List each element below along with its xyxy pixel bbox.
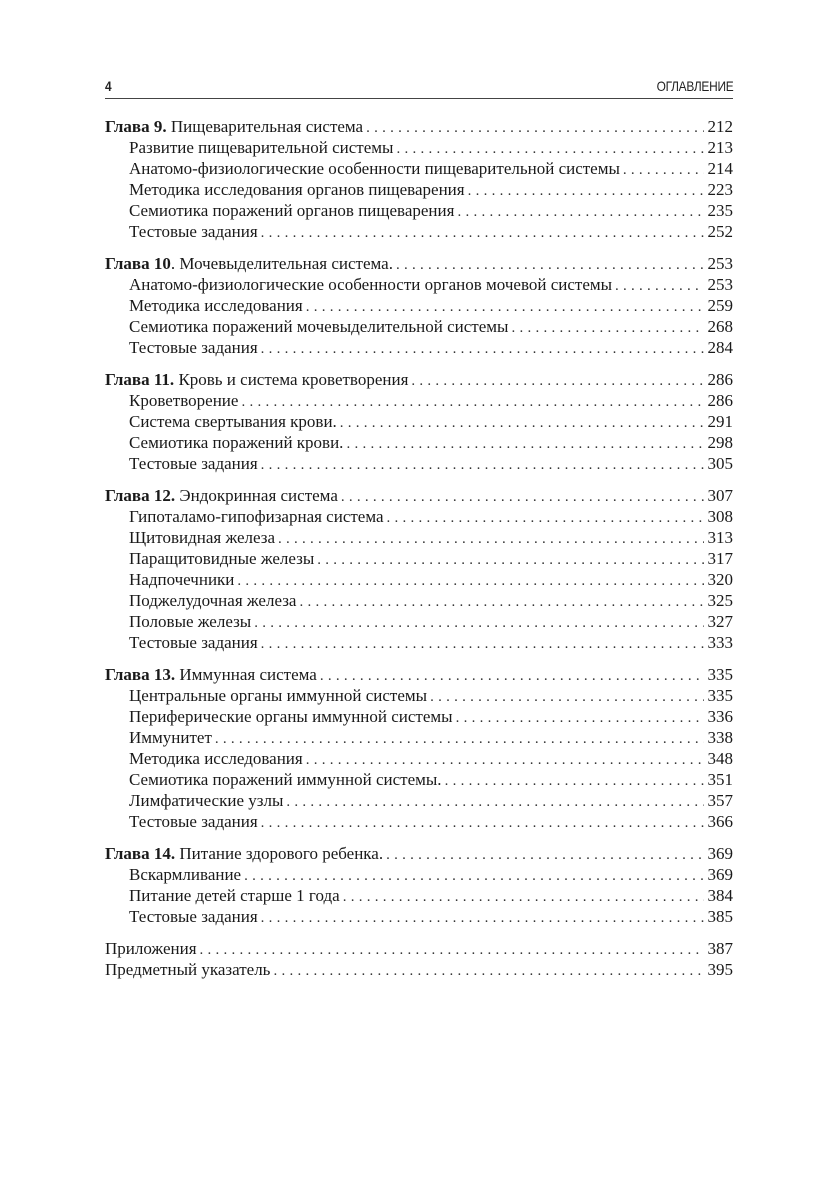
toc-section-entry[interactable] bbox=[105, 432, 733, 453]
page-ref: 384 bbox=[707, 886, 733, 905]
dot-leader bbox=[445, 771, 704, 790]
dot-leader bbox=[254, 613, 703, 632]
backmatter-title: Приложения bbox=[105, 938, 200, 959]
toc-section-entry[interactable] bbox=[105, 179, 733, 200]
page-ref: 387 bbox=[707, 939, 733, 958]
chapter-11 bbox=[105, 369, 733, 474]
dot-leader bbox=[241, 392, 703, 411]
dot-leader bbox=[341, 487, 704, 506]
dot-leader bbox=[343, 887, 704, 906]
section-title: Анатомо-физиологические особенности органов мочевой системы bbox=[129, 274, 615, 295]
toc-section-entry[interactable] bbox=[105, 453, 733, 474]
toc-chapter-entry[interactable] bbox=[105, 253, 733, 274]
toc-section-entry[interactable] bbox=[105, 221, 733, 242]
toc-chapter-entry[interactable] bbox=[105, 664, 733, 685]
dot-leader bbox=[457, 202, 703, 221]
page-ref: 253 bbox=[707, 275, 733, 294]
dot-leader bbox=[261, 339, 704, 358]
section-title: Методика исследования bbox=[129, 748, 306, 769]
section-title: Семиотика поражений органов пищеварения bbox=[129, 200, 457, 221]
toc-section-entry[interactable] bbox=[105, 506, 733, 527]
toc-section-entry[interactable] bbox=[105, 569, 733, 590]
toc-section-entry[interactable] bbox=[105, 158, 733, 179]
dot-leader bbox=[387, 508, 704, 527]
page-ref: 212 bbox=[707, 117, 733, 136]
section-title: Половые железы bbox=[129, 611, 254, 632]
page-ref: 268 bbox=[707, 317, 733, 336]
page-ref: 313 bbox=[707, 528, 733, 547]
page-ref: 253 bbox=[707, 254, 733, 273]
chapter-prefix: Глава 10 bbox=[105, 254, 171, 273]
toc-section-entry[interactable] bbox=[105, 527, 733, 548]
toc-section-entry[interactable] bbox=[105, 727, 733, 748]
chapter-title: . Мочевыделительная система. bbox=[170, 254, 393, 273]
chapter-prefix: Глава 13. bbox=[105, 665, 176, 684]
dot-leader bbox=[386, 845, 703, 864]
dot-leader bbox=[215, 729, 704, 748]
page-ref: 307 bbox=[707, 486, 733, 505]
dot-leader bbox=[273, 961, 703, 980]
section-title: Методика исследования органов пищеварения bbox=[129, 179, 468, 200]
page-ref: 252 bbox=[707, 222, 733, 241]
page-ref: 366 bbox=[707, 812, 733, 831]
section-title: Анатомо-физиологические особенности пищеварительной системы bbox=[129, 158, 623, 179]
toc-section-entry[interactable] bbox=[105, 611, 733, 632]
page-ref: 333 bbox=[707, 633, 733, 652]
chapter-9 bbox=[105, 116, 733, 242]
toc-chapter-entry[interactable] bbox=[105, 116, 733, 137]
dot-leader bbox=[615, 276, 703, 295]
page-ref: 291 bbox=[707, 412, 733, 431]
toc-section-entry[interactable] bbox=[105, 885, 733, 906]
dot-leader bbox=[306, 297, 704, 316]
dot-leader bbox=[456, 708, 704, 727]
page-ref: 325 bbox=[707, 591, 733, 610]
chapter-prefix: Глава 11. bbox=[105, 370, 175, 389]
section-title: Тестовые задания bbox=[129, 906, 261, 927]
dot-leader bbox=[261, 813, 704, 832]
dot-leader bbox=[237, 571, 703, 590]
dot-leader bbox=[200, 940, 704, 959]
running-head-title: ОГЛАВЛЕНИЕ bbox=[656, 78, 733, 94]
page-ref: 357 bbox=[707, 791, 733, 810]
section-title: Семиотика поражений иммунной системы. bbox=[129, 769, 445, 790]
chapter-14 bbox=[105, 843, 733, 927]
section-title: Лимфатические узлы bbox=[129, 790, 286, 811]
dot-leader bbox=[261, 223, 704, 242]
page-ref: 320 bbox=[707, 570, 733, 589]
dot-leader bbox=[317, 550, 703, 569]
toc-section-entry[interactable] bbox=[105, 706, 733, 727]
dot-leader bbox=[346, 434, 703, 453]
backmatter-title: Предметный указатель bbox=[105, 959, 273, 980]
chapter-12 bbox=[105, 485, 733, 653]
page-ref: 308 bbox=[707, 507, 733, 526]
section-title: Тестовые задания bbox=[129, 632, 261, 653]
section-title: Тестовые задания bbox=[129, 453, 261, 474]
section-title: Тестовые задания bbox=[129, 221, 261, 242]
toc-backmatter-entry[interactable] bbox=[105, 938, 733, 959]
toc-section-entry[interactable] bbox=[105, 811, 733, 832]
back-matter bbox=[105, 938, 733, 980]
dot-leader bbox=[320, 666, 704, 685]
page-ref: 336 bbox=[707, 707, 733, 726]
dot-leader bbox=[468, 181, 704, 200]
toc-section-entry[interactable] bbox=[105, 295, 733, 316]
dot-leader bbox=[623, 160, 704, 179]
page-ref: 335 bbox=[707, 665, 733, 684]
toc-section-entry[interactable] bbox=[105, 137, 733, 158]
section-title: Вскармливание bbox=[129, 864, 244, 885]
section-title: Гипоталамо-гипофизарная система bbox=[129, 506, 387, 527]
section-title: Поджелудочная железа bbox=[129, 590, 299, 611]
section-title: Семиотика поражений крови. bbox=[129, 432, 346, 453]
toc-section-entry[interactable] bbox=[105, 685, 733, 706]
chapter-title: Иммунная система bbox=[175, 665, 317, 684]
dot-leader bbox=[411, 371, 703, 390]
toc-section-entry[interactable] bbox=[105, 906, 733, 927]
chapter-title: Питание здорового ребенка. bbox=[175, 844, 384, 863]
section-title: Питание детей старше 1 года bbox=[129, 885, 343, 906]
section-title: Методика исследования bbox=[129, 295, 306, 316]
toc-chapter-entry[interactable] bbox=[105, 485, 733, 506]
dot-leader bbox=[511, 318, 703, 337]
dot-leader bbox=[299, 592, 703, 611]
page-ref: 214 bbox=[707, 159, 733, 178]
section-title: Тестовые задания bbox=[129, 337, 261, 358]
dot-leader bbox=[261, 908, 704, 927]
dot-leader bbox=[286, 792, 703, 811]
section-title: Периферические органы иммунной системы bbox=[129, 706, 456, 727]
page-ref: 213 bbox=[707, 138, 733, 157]
page-ref: 235 bbox=[707, 201, 733, 220]
toc-section-entry[interactable] bbox=[105, 748, 733, 769]
section-title: Щитовидная железа bbox=[129, 527, 278, 548]
section-title: Семиотика поражений мочевыделительной системы bbox=[129, 316, 511, 337]
page-ref: 348 bbox=[707, 749, 733, 768]
chapter-13 bbox=[105, 664, 733, 832]
page-ref: 335 bbox=[707, 686, 733, 705]
page-ref: 317 bbox=[707, 549, 733, 568]
chapter-prefix: Глава 14. bbox=[105, 844, 176, 863]
page-ref: 351 bbox=[707, 770, 733, 789]
toc-section-entry[interactable] bbox=[105, 864, 733, 885]
page-ref: 327 bbox=[707, 612, 733, 631]
page-ref: 284 bbox=[707, 338, 733, 357]
dot-leader bbox=[366, 118, 703, 137]
dot-leader bbox=[278, 529, 703, 548]
section-title: Иммунитет bbox=[129, 727, 215, 748]
dot-leader bbox=[306, 750, 704, 769]
page-ref: 298 bbox=[707, 433, 733, 452]
toc-section-entry[interactable] bbox=[105, 274, 733, 295]
toc-section-entry[interactable] bbox=[105, 632, 733, 653]
page-ref: 259 bbox=[707, 296, 733, 315]
toc-chapter-entry[interactable] bbox=[105, 843, 733, 864]
toc-section-entry[interactable] bbox=[105, 200, 733, 221]
toc-section-entry[interactable] bbox=[105, 590, 733, 611]
toc-backmatter-entry[interactable] bbox=[105, 959, 733, 980]
section-title: Надпочечники bbox=[129, 569, 237, 590]
dot-leader bbox=[261, 455, 704, 474]
toc-chapter-entry[interactable] bbox=[105, 369, 733, 390]
section-title: Паращитовидные железы bbox=[129, 548, 317, 569]
page-ref: 286 bbox=[707, 370, 733, 389]
toc-section-entry[interactable] bbox=[105, 769, 733, 790]
page-ref: 369 bbox=[707, 865, 733, 884]
toc-section-entry[interactable] bbox=[105, 411, 733, 432]
dot-leader bbox=[396, 255, 704, 274]
dot-leader bbox=[244, 866, 703, 885]
page-ref: 223 bbox=[707, 180, 733, 199]
running-head bbox=[105, 76, 733, 98]
chapter-title: Кровь и система кроветворения bbox=[174, 370, 409, 389]
section-title: Тестовые задания bbox=[129, 811, 261, 832]
section-title: Центральные органы иммунной системы bbox=[129, 685, 430, 706]
page-ref: 338 bbox=[707, 728, 733, 747]
page-ref: 305 bbox=[707, 454, 733, 473]
chapter-title: Эндокринная система bbox=[175, 486, 338, 505]
table-of-contents bbox=[105, 116, 733, 980]
toc-section-entry[interactable] bbox=[105, 337, 733, 358]
dot-leader bbox=[340, 413, 704, 432]
chapter-10 bbox=[105, 253, 733, 358]
dot-leader bbox=[430, 687, 703, 706]
toc-section-entry[interactable] bbox=[105, 316, 733, 337]
header-rule bbox=[105, 98, 733, 99]
chapter-title: Пищеварительная система bbox=[166, 117, 364, 136]
toc-section-entry[interactable] bbox=[105, 548, 733, 569]
page-ref: 385 bbox=[707, 907, 733, 926]
page-ref: 369 bbox=[707, 844, 733, 863]
section-title: Система свертывания крови. bbox=[129, 411, 340, 432]
dot-leader bbox=[396, 139, 703, 158]
page-ref: 286 bbox=[707, 391, 733, 410]
page-number: 4 bbox=[105, 78, 112, 94]
toc-section-entry[interactable] bbox=[105, 790, 733, 811]
chapter-prefix: Глава 12. bbox=[105, 486, 176, 505]
section-title: Развитие пищеварительной системы bbox=[129, 137, 396, 158]
chapter-prefix: Глава 9. bbox=[105, 117, 167, 136]
section-title: Кроветворение bbox=[129, 390, 241, 411]
toc-section-entry[interactable] bbox=[105, 390, 733, 411]
page-ref: 395 bbox=[707, 960, 733, 979]
dot-leader bbox=[261, 634, 704, 653]
